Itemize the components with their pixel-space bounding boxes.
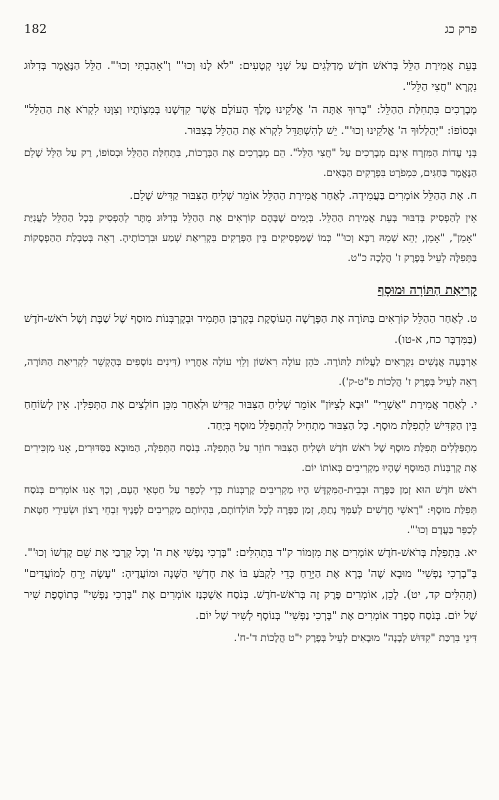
text-line: רֹאשׁ חֹדֶשׁ הוּא זְמַן כַּפָּרָה וּבְבֵית-הַמִּקְדָּשׁ הָיוּ מַקְרִיבִים קָרְבְּנוֹת כְּדֵי לְכַפֵּר עַל חַטְאֵי: [143, 484, 477, 496]
text-line: שָׁלֵם.: [129, 189, 154, 202]
text-line: מְבָרְכִים בִּתְחִלַּת הַהַלֵּל: "בָּרוּךְ אַתָּה ה' אֱלֹקֵינוּ מֶלֶךְ הָעוֹלָם אֲשֶׁר קִדְּשָׁנוּ בְּמִצְוֹתָיו: [127, 103, 478, 116]
text-line: מֻתָּר לְהַפְסִיק בְּכָל הַהַלֵּל לַעֲנִיַּת "אָמֵן", "אָמֵן, יְהֵא שְׁמֵהּ רַבָּא וְכוּ'" כְּמוֹ: [24, 212, 477, 244]
text-line: יא. בִּתְפִלַּת בְּרֹאשׁ-חֹדֶשׁ אוֹמְרִים אֶת מִזְמוֹר ק"ד בִּתְהִלִּים: "בָּרְכִי נַפְשִׁי אֶת ה': [152, 546, 478, 559]
text-line: אֵין לְהַפְסִיק בְּדִבּוּר בְּעֵת אֲמִירַת הַהַלֵּל. בְּיָמִים שֶׁבָּהֶם קוֹרְאִים אֶת הַהַלֵּל בְּדִלּוּג: [156, 212, 477, 224]
text-line: ט. לְאַחַר הַהַלֵּל קוֹרְאִים בַּתּוֹרָה אֶת הַפָּרָשָׁה הָעוֹסֶקֶת בְּקָרְבַּן הַתָּמִיד וּבְקָרְבְּנוֹת: [155, 312, 478, 325]
paragraph-p3: [24, 143, 477, 183]
text-line: בְּנֵי עֲדוֹת הַמִּזְרָח אֵינָם מְבָרְכִים עַל "חֲצִי הַלֵּל". הֵם מְבָרְכִים אֶת הַבְּרָכוֹת,: [185, 147, 477, 159]
text-line: פֶּרֶק זֶה בְּרֹאשׁ-חֹדֶשׁ. בְּנֹסַח אַשְׁכְּנַז אוֹמְרִים אֶת "בָּרְכִי נַפְשִׁי" כְּתוֹסֶפֶת שִׁיר שֶׁל יוֹם.: [24, 588, 477, 622]
text-line: חוֹלְצִים אֶת הַתְּפִלִּין. אֵין לְשׂוֹחֵחַ בֵּין הַקַּדִּישׁ לִתְפִלַּת מוּסָף. כָּל הַצִּבּוּר מַתְחִיל: [24, 398, 477, 432]
paragraph-p11: [24, 542, 477, 626]
text-line: מוּסַף שֶׁל שַׁבָּת וְשֶׁל רֹאשׁ-חֹדֶשׁ (בַּמִּדְבָּר כח, א-טו).: [24, 312, 477, 346]
paragraph-p10: [24, 480, 477, 540]
paragraph-p8: [24, 394, 477, 436]
paragraph-p6: [24, 308, 477, 350]
section-title: קְרִיאַת הַתּוֹרָה וּמוּסָף: [377, 282, 477, 297]
text-line: וְכָל קְרָבַי אֶת שֵׁם קָדְשׁוֹ וְכוּ'". בְּ"בָרְכִי נַפְשִׁי" מוּבָא שֶׁה' בָּרָא אֶת הַיָּרֵחַ כְּדֵי לִקְבֹּעַ: [24, 546, 477, 580]
text-line: בְּנֹסַח סְפָרַד אוֹמְרִים אֶת "בָּרְכִי נַפְשִׁי" בְּנוֹסָף לְשִׁיר שֶׁל יוֹם.: [195, 609, 441, 622]
text-line: בְּעֵת אֲמִירַת הַלֵּל בְּרֹאשׁ חֹדֶשׁ מְדַלְּגִים עַל שְׁנֵי קְטָעִים: "לֹא לָנוּ וְכוּ'" וְ"אָהַבְתִּי: [134, 59, 477, 72]
text-line: בּוֹ אֶת חָדְשֵׁי הַשָּׁנָה וּמוֹעֲדֶיהָ: "עָשָׂה יָרֵחַ לְמוֹעֲדִים" (תְּהִלִּים קד, יט). לָכֵן, אוֹמְרִים: [24, 567, 477, 601]
text-line: הַהַלֵּל בְּצִבּוּר.: [183, 124, 239, 137]
text-line: נוֹסָפִים בְּהֶקְשֵׁר לִקְרִיאַת הַתּוֹרָה, רְאֵה לְעֵיל בְּפֶרֶק ז' הֲלָכוֹת פ"ט-ק').: [24, 356, 477, 388]
text-line: לְהִתְפַּלֵּל מוּסָף בְּיַחַד.: [206, 419, 294, 432]
body-text-bottom: [24, 308, 477, 648]
text-line: תּוֹלְדוֹתָם, בִּהְיוֹתָם מַקְרִיבִים לְפָנֶיךָ זִבְחֵי רָצוֹן וּשְׂעִירֵי חַטָּאת לְכַפֵּר בַּעֲדָם וְכוּ'".: [24, 504, 477, 536]
paragraph-p9: [24, 438, 477, 478]
text-line: שֶׁמַּפְסִיקִים בֵּין הַפְּרָקִים בִּקְרִיאַת שְׁמַע וּבִרְכוֹתֶיהָ. רְאֵה בְּטַבְלַת הַהַפְסָקוֹת בַּתְּפִלָּה: [24, 232, 477, 264]
chapter-label: פרק כג: [444, 22, 477, 36]
text-line: דִּינֵי בִּרְכַּת "קִדּוּשׁ לְבָנָה" מוּבָאִים לְעֵיל בְּפֶרֶק י"ט הֲלָכוֹת ד'-ח'.: [233, 632, 477, 644]
text-line: וְצִוָּנוּ לִקְרֹא אֶת הַהַלֵּל" וּבְסוֹפוֹ: "יְהַלְלוּךָ ה' אֱלֹקֵינוּ וְכוּ'". יֵשׁ לְהִשְׁתַּדֵּל לִקְרֹא אֶת: [24, 103, 477, 137]
paragraph-p1: [24, 55, 477, 97]
paragraph-p7: [24, 352, 477, 392]
paragraph-p12: [24, 628, 477, 648]
paragraph-p2: [24, 99, 477, 141]
page-header: [24, 22, 477, 37]
text-line: וְכוּ'". הַלֵּל הַנֶּאֱמָר בְּדִלּוּג נִקְרָא "חֲצִי הַלֵּל".: [24, 59, 477, 93]
text-line: מִתְפַּלְּלִים תְּפִלַּת מוּסָף שֶׁל רֹאשׁ חֹדֶשׁ וּשְׁלִיחַ הַצִּבּוּר חוֹזֵר עַל הַתְּפִלָּה. בְּנֹסַח הַתְּפִלָּה,: [144, 442, 478, 454]
text-line: ח. אֶת הַהַלֵּל אוֹמְרִים בַּעֲמִידָה. לְאַחַר אֲמִירַת הַהַלֵּל אוֹמֵר שְׁלִיחַ הַצִּבּוּר קַדִּישׁ: [156, 189, 477, 202]
text-line: לְעֵיל בְּפֶרֶק ז' הֲלָכָה כ"ט.: [347, 252, 447, 264]
text-line: אַרְבָּעָה אֲנָשִׁים נִקְרָאִים לַעֲלוֹת לַתּוֹרָה. כֹּהֵן עוֹלֶה רִאשׁוֹן וְלֵוִי עוֹלֶה אַחֲרָיו (דִּינִים: [156, 356, 478, 368]
paragraph-p4: [24, 185, 477, 206]
paragraph-p5: [24, 208, 477, 268]
text-line: בִּתְחִלַּת הַהַלֵּל וּבְסוֹפוֹ, רַק עַל הַלֵּל שָׁלֵם הַנֶּאֱמָר בַּחַגִּים, כִּמְפֹרָט בִּפְרָקִים הַבָּאִים.: [24, 147, 477, 179]
page-number: 182: [24, 22, 47, 36]
body-text-top: [24, 55, 477, 268]
text-line: הָעָם, וְכָךְ אָנוּ אוֹמְרִים בְּנֹסַח תְּפִלַּת מוּסָף: "רָאשֵׁי חֳדָשִׁים לְעַמְּךָ נָתַתָּ, זְמַן כַּפָּרָה לְכָל: [24, 484, 477, 516]
text-line: י. לְאַחַר אֲמִירַת "אַשְׁרֵי" "וּבָא לְצִיּוֹן" אוֹמֵר שְׁלִיחַ הַצִּבּוּר קַדִּישׁ וּלְאַחַר מִכֵּן: [162, 398, 477, 411]
text-line: הַמּוּבָא בַּסִּדּוּרִים, אָנוּ מַזְכִּירִים אֶת קָרְבְּנוֹת הַמּוּסָף שֶׁהָיוּ מַקְרִיבִים בְּאוֹתוֹ יוֹם.: [24, 442, 477, 474]
